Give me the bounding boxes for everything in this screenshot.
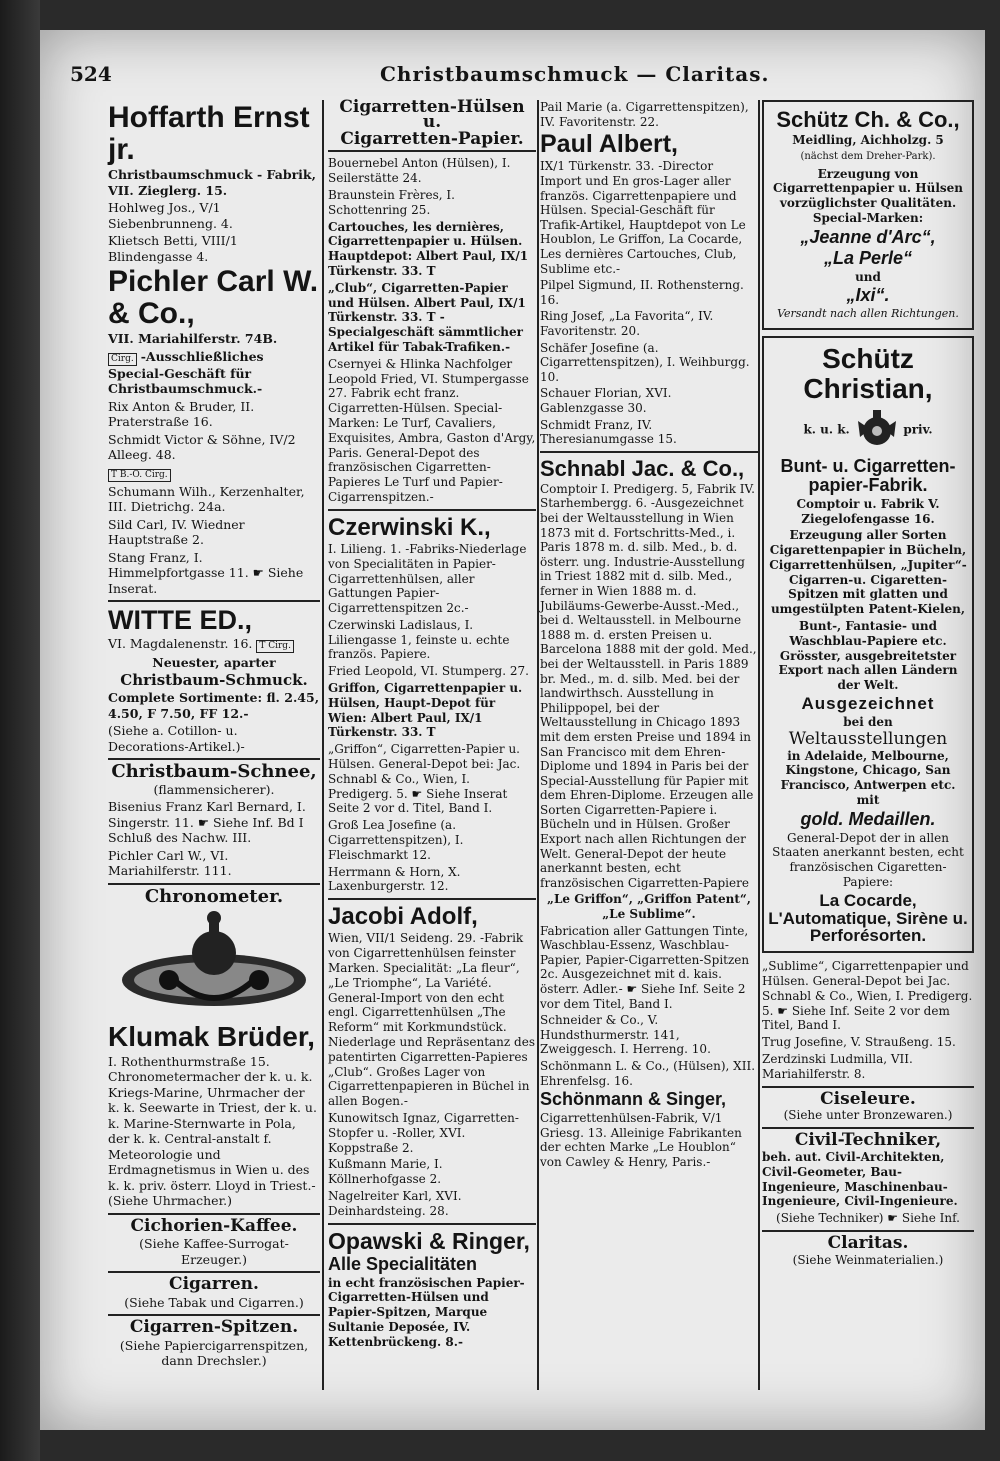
section-heading: Civil-Techniker,: [794, 1130, 942, 1151]
divider: [328, 1223, 536, 1225]
divider: [108, 1314, 320, 1316]
entry-text: Schneider & Co., V. Hundsthurmerstr. 141, Zweiggesch. I. Herreng. 10.: [540, 1013, 711, 1057]
section-heading: Cigarretten-Hülsen u.: [339, 97, 525, 132]
entry-text: Complete Sortimente: fl. 2.45, 4.50, F 7.50, FF 12.-: [108, 690, 320, 721]
entry-text: Pichler Carl W., VI. Mariahilferstr. 111.: [108, 847, 232, 879]
divider: [328, 898, 536, 900]
entry-text: Bouernebel Anton (Hülsen), I. Seilerstätte 24.: [328, 156, 511, 186]
brand-list: La Cocarde, L'Automatique, Sirène u. Perforésorten.: [768, 890, 968, 946]
section-subtitle: (Siehe Papiercigarrenspitzen, dann Drechsler.): [119, 1337, 309, 1369]
column-rule: [758, 100, 760, 1390]
entry-text: Nagelreiter Karl, XVI. Deinhardsteing. 28.: [328, 1188, 462, 1218]
cirg-badge-icon: T Cirg.: [256, 640, 294, 653]
section-subtitle: (Siehe Weinmaterialien.): [792, 1252, 944, 1267]
entry-text: Herrmann & Horn, X. Laxenburgerstr. 12.: [328, 864, 461, 894]
tagline: Neuester, aparter: [152, 655, 276, 671]
section-subtitle: (Siehe Kaffee-Surrogat-Erzeuger.): [139, 1236, 289, 1267]
section-heading: Cigarren-Spitzen.: [129, 1317, 299, 1338]
section-heading: Cigarren.: [169, 1274, 259, 1295]
entry-text: Cigarrettenhülsen-Fabrik, V/1 Griesg. 13. Alleinige Fabrikanten der echten Marke „Le Houblon“ von Cawley & Henry, Paris.-: [540, 1111, 742, 1169]
entry-text: Ausgezeichnet: [801, 694, 935, 714]
entry-text: beh. aut. Civil-Architekten, Civil-Geometer, Bau-Ingenieure, Maschinenbau-Ingenieure, Civil-Ingenieure.: [762, 1150, 958, 1209]
section-heading: Cichorien-Kaffee.: [130, 1215, 298, 1236]
tagline: Christbaum-Schmuck.: [120, 670, 308, 689]
christian-ad: [762, 336, 974, 953]
entry-name: Pichler Carl W. & Co.,: [108, 265, 319, 330]
section-heading: Chronometer.: [144, 885, 284, 907]
entry-text: Czerwinski Ladislaus, I. Liliengasse 1, feinste u. echte französ. Papiere.: [328, 617, 510, 662]
column-2: [328, 97, 536, 1352]
brand-name: „Ixi“.: [846, 285, 890, 306]
entry-text: Christbaumschmuck - Fabrik, VII. Zieglerg. 15.: [108, 167, 316, 198]
column-3: [540, 100, 758, 1171]
entry-text: gold. Medaillen.: [800, 808, 936, 829]
entry-text: Wien, VII/1 Seideng. 29. -Fabrik von Cigarrettenhülsen feinster Marken. Specialität: „La fleur“, „Le Triomphe“, La Variété. General-Import von den echt engl. Cigarrettenhülsen „The Reform“ mit Korkmundstück. Niederlage und Repräsentanz des patentirten Cigarretten-Papieres „Club“. Großes Lager von Cigarrettenpapieren in Büchel in allen Bogen.-: [328, 931, 535, 1109]
section-heading: Christbaum-Schnee,: [111, 761, 317, 783]
binding-shadow: [0, 0, 40, 1461]
entry-text: Schauer Florian, XVI. Gablenzgasse 30.: [540, 386, 672, 415]
entry-text: Pilpel Sigmund, II. Rothensterng. 16.: [540, 278, 744, 307]
entry-text: und: [855, 269, 881, 284]
section-heading: Cigarretten-Papier.: [340, 128, 524, 149]
entry-text: Schönmann L. & Co., (Hülsen), XII. Ehrenfelsg. 16.: [540, 1058, 756, 1088]
entry-text: Meidling, Aichholzg. 5: [792, 133, 944, 148]
entry-text: Schäfer Josefine (a. Cigarrettenspitzen), I. Weihburgg. 10.: [540, 340, 750, 384]
divider: [762, 1230, 974, 1232]
brand-list: „Le Griffon“, „Griffon Patent“, „Le Sublime“.: [547, 892, 751, 922]
entry-text: Erzeugung von Cigarrettenpapier u. Hülsen vorzüglichster Qualitäten. Special-Marken:: [772, 166, 964, 226]
entry-text: Cartouches, les dernières, Cigarrettenpapier u. Hülsen. Hauptdepot: Albert Paul, IX/1 Türkenstr. 33. T: [328, 219, 529, 278]
entry-name: Schütz Christian,: [803, 343, 933, 404]
entry-text: bei den: [843, 714, 893, 729]
entry-text: Schumann Wilh., Kerzenhalter, III. Dietrichg. 24a.: [108, 483, 305, 514]
entry-text: (Siehe a. Cotillon- u. Decorations-Artikel.)-: [108, 723, 245, 754]
section-heading: Claritas.: [827, 1233, 909, 1254]
schuetz-ad: [762, 100, 974, 330]
divider: [108, 600, 320, 602]
entry-text: Weltausstellungen: [788, 728, 948, 749]
brand-name: „Jeanne d'Arc“,: [800, 226, 936, 247]
divider: [108, 1271, 320, 1273]
running-title: Christbaumschmuck — Claritas.: [380, 62, 770, 86]
entry-name: Schütz Ch. & Co.,: [776, 107, 960, 132]
entry-text: General-Depot der in allen Staaten anerkannt besten, echt französischen Cigaretten-Papiere:: [772, 830, 964, 889]
entry-text: Stang Franz, I. Himmelpfortgasse 11. ☛ Siehe Inserat.: [108, 549, 304, 596]
entry-text: Ring Josef, „La Favorita“, IV. Favoritenstr. 20.: [540, 309, 714, 338]
brand-name: „La Perle“: [823, 247, 913, 268]
section-subtitle: (Siehe Tabak und Cigarren.): [124, 1294, 304, 1310]
entry-text: VI. Magdalenenstr. 16.: [108, 636, 253, 652]
entry-name: Jacobi Adolf,: [328, 903, 478, 931]
entry-text: -Ausschließliches Special-Geschäft für Christbaumschmuck.-: [108, 348, 264, 396]
double-eagle-icon: [854, 407, 900, 453]
entry-text: Bunt- u. Cigarretten-papier-Fabrik.: [780, 455, 956, 495]
section-heading: Ciseleure.: [820, 1088, 916, 1109]
divider: [108, 1213, 320, 1215]
divider: [108, 883, 320, 885]
entry-name: Schönmann & Singer,: [540, 1089, 727, 1110]
column-rule: [537, 100, 539, 1390]
divider: [328, 150, 536, 152]
entry-name: Czerwinski K.,: [328, 513, 491, 541]
entry-text: Bisenius Franz Karl Bernard, I. Singerstr. 11. ☛ Siehe Inf. Bd I Schluß des Nachw. III.: [108, 799, 306, 846]
imperial-anchor-emblem-icon: [114, 908, 314, 1018]
tagline: Alle Specialitäten: [328, 1253, 478, 1274]
page-header: [70, 62, 970, 92]
divider: [540, 451, 758, 453]
entry-text: in Adelaide, Melbourne, Kingstone, Chicago, San Francisco, Antwerpen etc. mit: [780, 748, 956, 807]
kk-label: k. u. k.: [803, 422, 850, 437]
divider: [328, 509, 536, 511]
entry-name: Opawski & Ringer,: [328, 1227, 530, 1254]
entry-text: „Sublime“, Cigarrettenpapier und Hülsen. General-Depot bei Jac. Schnabl & Co., Wien, I. Predigerg. 5. ☛ Siehe Inf. Seite 2 vor dem Titel, Band I.: [762, 959, 973, 1033]
entry-text: Schmidt Victor & Söhne, IV/2 Alleeg. 48.: [108, 431, 296, 462]
page-number: 524: [70, 62, 112, 86]
entry-text: Klietsch Betti, VIII/1 Blindengasse 4.: [108, 233, 238, 264]
divider: [762, 1086, 974, 1088]
entry-name: Klumak Brüder,: [108, 1021, 315, 1053]
entry-text: Versandt nach allen Richtungen.: [777, 307, 959, 321]
entry-text: Erzeugung aller Sorten Cigarettenpapier in Bücheln, Cigarrettenhülsen, „Jupiter“-Cigarren-u. Cigaretten-Spitzen mit glatten und umgestülpten Patent-Kielen,: [769, 528, 967, 617]
entry-text: Rix Anton & Bruder, II. Praterstraße 16.: [108, 398, 255, 429]
cirg-badge-icon: Cirg.: [108, 353, 137, 366]
entry-name: WITTE ED.,: [108, 605, 252, 635]
entry-text: Braunstein Frères, I. Schottenring 25.: [328, 187, 455, 217]
entry-text: Trug Josefine, V. Straußeng. 15.: [762, 1035, 956, 1050]
entry-text: I. Lilieng. 1. -Fabriks-Niederlage von Specialitäten in Papier-Cigarrettenhülsen, aller Gattungen Papier-Cigarrettenspitzen 2c.-: [328, 541, 527, 616]
section-subtitle: (Siehe unter Bronzewaren.): [783, 1108, 953, 1123]
column-rule: [322, 100, 324, 1390]
entry-text: „Club“, Cigarretten-Papier und Hülsen. Albert Paul, IX/1 Türkenstr. 33. T -Specialgeschäft sämmtlicher Artikel für Tabak-Trafiken.-: [328, 280, 526, 354]
entry-text: (nächst dem Dreher-Park).: [800, 150, 936, 162]
entry-text: Bunt-, Fantasie- und Waschblau-Papiere etc. Grösster, ausgebreitetster Export nach allen Ländern der Welt.: [778, 619, 958, 693]
entry-text: VII. Mariahilferstr. 74B.: [108, 331, 278, 346]
entry-text: Groß Lea Josefine (a. Cigarrettenspitzen), I. Fleischmarkt 12.: [328, 818, 464, 862]
entry-text: (Siehe Techniker) ☛ Siehe Inf.: [776, 1211, 960, 1226]
telephone-badge-icon: T B.-O. Cirg.: [108, 469, 171, 482]
entry-text: Kußmann Marie, I. Köllnerhofgasse 2.: [328, 1157, 443, 1187]
column-1: [108, 100, 320, 1371]
entry-name: Hoffarth Ernst jr.: [108, 101, 310, 166]
entry-text: Pail Marie (a. Cigarrettenspitzen), IV. Favoritenstr. 22.: [540, 100, 749, 129]
entry-text: Hohlweg Jos., V/1 Siebenbrunneng. 4.: [108, 200, 233, 231]
entry-text: Schmidt Franz, IV. Theresianumgasse 15.: [540, 417, 677, 447]
entry-text: Comptoir u. Fabrik V. Ziegelofengasse 16.: [796, 496, 940, 526]
priv-label: priv.: [903, 422, 933, 437]
column-4: [762, 100, 974, 1270]
entry-name: Schnabl Jac. & Co.,: [540, 455, 745, 481]
entry-text: Fried Leopold, VI. Stumperg. 27.: [328, 664, 529, 679]
entry-text: Comptoir I. Predigerg. 5, Fabrik IV. Starhembergg. 6. -Ausgezeichnet bei der Weltausstellung in Wien 1873 mit d. Fortschritts-Med., i. Paris 1878 m. d. silb. Med., b. d. österr. ung. Industrie-Ausstellung in Triest 1882 mit d. silb. Med., ferner in Wien 1888 m. d. Jubiläums-Gewerbe-Ausst.-Med., bei d. Weltausstell. in Melbourne 1888 m. d. ersten Preisen u. Barcelona 1888 mit der gold. Med., bei der Weltausstell. in Paris 1889 br. Med., m. d. silb. Med. bei der landwirthsch. Ausstellung in Philippopel, bei der Weltausstellung in Chicago 1893 mit dem ersten Preise und 1894 in San Francisco mit dem Ehren-Diplome und 1894 in Paris bei der Special-Ausstellung für Papier mit dem Ehren-Diplome. Erzeugen alle Sorten Cigarretten-Papiere i. Bücheln und in Hülsen. Großer Export nach allen Richtungen der Welt. General-Depot der heute anerkannt besten, echt französischen Cigarretten-Papiere: [540, 481, 757, 890]
entry-text: Sild Carl, IV. Wiedner Hauptstraße 2.: [108, 516, 245, 547]
divider: [762, 1127, 974, 1129]
entry-text: Griffon, Cigarrettenpapier u. Hülsen, Haupt-Depot für Wien: Albert Paul, IX/1 Türkenstr. 33. T: [328, 681, 523, 740]
entry-name: Paul Albert,: [540, 130, 678, 159]
entry-text: Fabrication aller Gattungen Tinte, Waschblau-Essenz, Waschblau-Papier, Papier-Cigarretten-Spitzen 2c. Ausgezeichnet mit d. kais. österr. Adler.- ☛ Siehe Inf. Seite 2 vor dem Titel, Band I.: [540, 923, 750, 1011]
entry-text: Kunowitsch Ignaz, Cigarretten-Stopfer u. -Roller, XVI. Koppstraße 2.: [328, 1110, 519, 1155]
entry-text: Zerdzinski Ludmilla, VII. Mariahilferstr. 8.: [762, 1052, 913, 1081]
section-subtitle: (flammensicherer).: [153, 781, 275, 797]
entry-text: in echt französischen Papier-Cigarretten-Hülsen und Papier-Spitzen, Marque Sultanie Deposée, IV. Kettenbrückeng. 8.-: [328, 1275, 525, 1349]
divider: [108, 758, 320, 760]
entry-text: Csernyei & Hlinka Nachfolger Leopold Fried, VI. Stumpergasse 27. Fabrik echt franz. Cigarretten-Hülsen. Special-Marken: Le Turf, Cavaliers, Exquisites, Ambra, Gaston d'Argy, Paris. General-Depot des französischen Cigarretten-Papieres Le Turf und Papier-Cigarrenspitzen.-: [328, 356, 536, 504]
entry-text: IX/1 Türkenstr. 33. -Director Import und En gros-Lager aller französ. Cigarrettenpapiere und Hülsen. Special-Geschäft für Trafik-Artikel, Hauptdepot von Le Houblon, Le Griffon, La Cocarde, Les dernières Cartouches, Club, Sublime etc.-: [540, 159, 746, 276]
entry-text: I. Rothenthurmstraße 15. Chronometermacher der k. u. k. Kriegs-Marine, Uhrmacher der k. k. Seewarte in Triest, der k. u. k. Marine-Sternwarte in Pola, der k. k. Central-anstalt f. Meteorologie und Erdmagnetismus in Wien u. des k. k. priv. österr. Lloyd in Triest.- (Siehe Uhrmacher.): [108, 1053, 317, 1209]
entry-text: „Griffon“, Cigarretten-Papier u. Hülsen. General-Depot bei: Jac. Schnabl & Co., Wien, I. Predigerg. 5. ☛ Siehe Inserat Seite 2 vor d. Titel, Band I.: [328, 742, 521, 816]
